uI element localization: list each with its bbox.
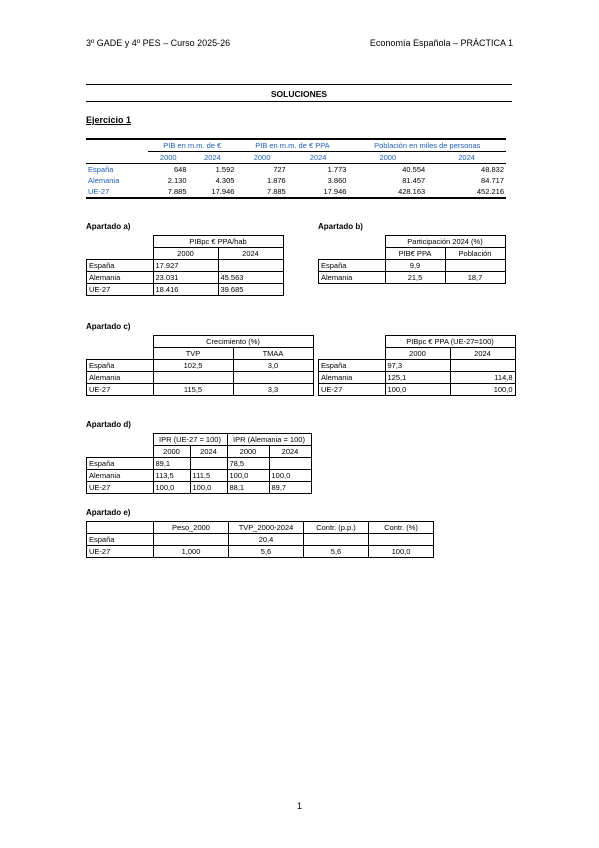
column-header: Contr. (p.p.) [304, 522, 369, 534]
table-row [87, 360, 314, 372]
group-header: PIB en m.m. de € PPA [236, 139, 348, 152]
table-cell: 89,1 [153, 458, 190, 470]
table-row [87, 260, 284, 272]
year-header: 2000 [385, 348, 450, 360]
table-cell: 3,3 [233, 384, 313, 396]
column-header: Contr. (%) [369, 522, 434, 534]
column-header: TMAA [233, 348, 313, 360]
year-header: 2000 [348, 152, 427, 164]
section-label-b: Apartado b) [318, 222, 363, 231]
year-header: 2000 [153, 446, 190, 458]
table-apartado-d [86, 433, 312, 494]
table-cell: 727 [273, 165, 286, 174]
row-label: UE-27 [87, 546, 154, 558]
year-header: 2000 [227, 446, 269, 458]
table-cell: 81.457 [402, 176, 426, 185]
table-row [87, 546, 434, 558]
table-row [86, 175, 506, 186]
row-label: España [87, 260, 154, 272]
table-cell: 100,0 [369, 546, 434, 558]
table-row [87, 534, 434, 546]
row-label: Alemania [319, 372, 386, 384]
group-header: PIB en m.m. de € [148, 139, 236, 152]
row-label: Alemania [87, 272, 154, 284]
table-cell [369, 534, 434, 546]
table-cell: 115,5 [153, 384, 233, 396]
table-cell: 97,3 [385, 360, 450, 372]
row-label: UE-27 [319, 384, 386, 396]
row-label: Alemania [319, 272, 386, 284]
table-cell: 125,1 [385, 372, 450, 384]
table-row [87, 482, 312, 494]
table-cell: 89,7 [269, 482, 311, 494]
table-apartado-a [86, 235, 284, 296]
table-row [319, 360, 516, 372]
table-cell: 1.876 [266, 176, 286, 185]
table-cell: 428.163 [348, 186, 427, 198]
table-apartado-c [86, 335, 314, 396]
table-cell [154, 534, 229, 546]
row-label: España [88, 165, 114, 174]
row-label: España [87, 458, 154, 470]
table-cell: 100,0 [153, 482, 190, 494]
table-cell: 100,0 [450, 384, 515, 396]
table-row [87, 372, 314, 384]
table-row [319, 260, 506, 272]
table-row [87, 458, 312, 470]
table-cell: 3,0 [233, 360, 313, 372]
table-cell: 20,4 [229, 534, 304, 546]
table-row [319, 372, 516, 384]
table-cell: 17.927 [153, 260, 218, 272]
table-apartado-b [318, 235, 506, 284]
table-row [319, 272, 506, 284]
table-cell: 17.946 [288, 186, 349, 198]
group-header: Población en miles de personas [348, 139, 506, 152]
table-cell: 9,9 [385, 260, 445, 272]
column-header: PIB€ PPA [385, 248, 445, 260]
table-cell: 452.216 [427, 186, 506, 198]
table-cell: 45.563 [218, 272, 283, 284]
table-cell: 100,0 [227, 470, 269, 482]
table-cell: 21,5 [385, 272, 445, 284]
table-cell: 111,5 [190, 470, 227, 482]
column-header: Población [445, 248, 505, 260]
table-cell: 100,0 [385, 384, 450, 396]
column-header: Participación 2024 (%) [385, 236, 505, 248]
table-cell: 7.885 [236, 186, 287, 198]
table-cell: 3.860 [327, 176, 347, 185]
table-row [319, 384, 516, 396]
table-cell: 18.416 [153, 284, 218, 296]
table-cell: 100,0 [190, 482, 227, 494]
table-cell [153, 372, 233, 384]
table-cell: 648 [173, 165, 187, 174]
column-header: Peso_2000 [154, 522, 229, 534]
exercise-title: Ejercicio 1 [86, 115, 132, 125]
table-cell: 113,5 [153, 470, 190, 482]
table-cell: 114,8 [450, 372, 515, 384]
table-row [87, 284, 284, 296]
header-left: 3º GADE y 4º PES – Curso 2025-26 [86, 38, 231, 48]
year-header: 2024 [189, 152, 237, 164]
table-cell: 5,6 [229, 546, 304, 558]
table-apartado-c-pibpc [318, 335, 516, 396]
group-header: IPR (Alemania = 100) [227, 434, 311, 446]
column-header: PIBpc € PPA (UE-27=100) [385, 336, 515, 348]
row-label: España [87, 534, 154, 546]
column-header: Crecimiento (%) [153, 336, 313, 348]
year-header: 2024 [190, 446, 227, 458]
section-label-a: Apartado a) [86, 222, 131, 231]
section-label-c: Apartado c) [86, 322, 131, 331]
year-header: 2000 [236, 152, 287, 164]
row-label: España [87, 360, 154, 372]
row-label: Alemania [88, 176, 120, 185]
table-cell [269, 458, 311, 470]
table-cell: 40.554 [402, 165, 426, 174]
year-header: 2024 [288, 152, 349, 164]
table-cell: 18,7 [445, 272, 505, 284]
row-label: UE-27 [87, 384, 154, 396]
table-apartado-e [86, 521, 434, 558]
table-cell: 5,6 [304, 546, 369, 558]
header-right: Economía Española – PRÁCTICA 1 [369, 38, 513, 48]
group-header: IPR (UE-27 = 100) [153, 434, 227, 446]
table-row [87, 470, 312, 482]
column-header: TVP [153, 348, 233, 360]
main-table [86, 138, 506, 199]
table-cell: 1,000 [154, 546, 229, 558]
table-cell [450, 360, 515, 372]
table-cell: 100,0 [269, 470, 311, 482]
page-title: SOLUCIONES [270, 89, 328, 99]
table-cell: 17.946 [189, 186, 237, 198]
year-header: 2000 [148, 152, 189, 164]
table-cell [304, 534, 369, 546]
table-cell [218, 260, 283, 272]
table-row [86, 186, 506, 198]
table-cell: 23.031 [153, 272, 218, 284]
table-cell: 1.773 [327, 165, 347, 174]
table-cell: 7.885 [148, 186, 189, 198]
title-rule-bottom [86, 101, 512, 102]
table-cell [190, 458, 227, 470]
table-cell: 2.130 [167, 176, 187, 185]
table-cell [233, 372, 313, 384]
table-cell: 4.305 [215, 176, 235, 185]
section-label-e: Apartado e) [86, 508, 131, 517]
section-label-d: Apartado d) [86, 420, 131, 429]
row-label: UE-27 [86, 186, 148, 198]
table-row [87, 272, 284, 284]
table-cell: 84.717 [481, 176, 504, 185]
row-label: UE-27 [87, 482, 154, 494]
table-row [86, 164, 506, 176]
column-header: PIBpc € PPA/hab [153, 236, 283, 248]
table-cell: 88,1 [227, 482, 269, 494]
title-rule-top [86, 84, 512, 85]
table-cell: 48.832 [481, 165, 504, 174]
row-label: Alemania [87, 470, 154, 482]
row-label: España [319, 260, 386, 272]
year-header: 2024 [218, 248, 283, 260]
table-cell: 78,5 [227, 458, 269, 470]
table-cell: 1.592 [215, 165, 235, 174]
year-header: 2024 [269, 446, 311, 458]
row-label: UE-27 [87, 284, 154, 296]
column-header: TVP_2000-2024 [229, 522, 304, 534]
page-number: 1 [296, 801, 302, 811]
year-header: 2000 [153, 248, 218, 260]
row-label: España [319, 360, 386, 372]
table-cell: 102,5 [153, 360, 233, 372]
year-header: 2024 [450, 348, 515, 360]
year-header: 2024 [427, 152, 506, 164]
table-cell: 39.685 [218, 284, 283, 296]
row-label: Alemania [87, 372, 154, 384]
table-row [87, 384, 314, 396]
table-cell [445, 260, 505, 272]
